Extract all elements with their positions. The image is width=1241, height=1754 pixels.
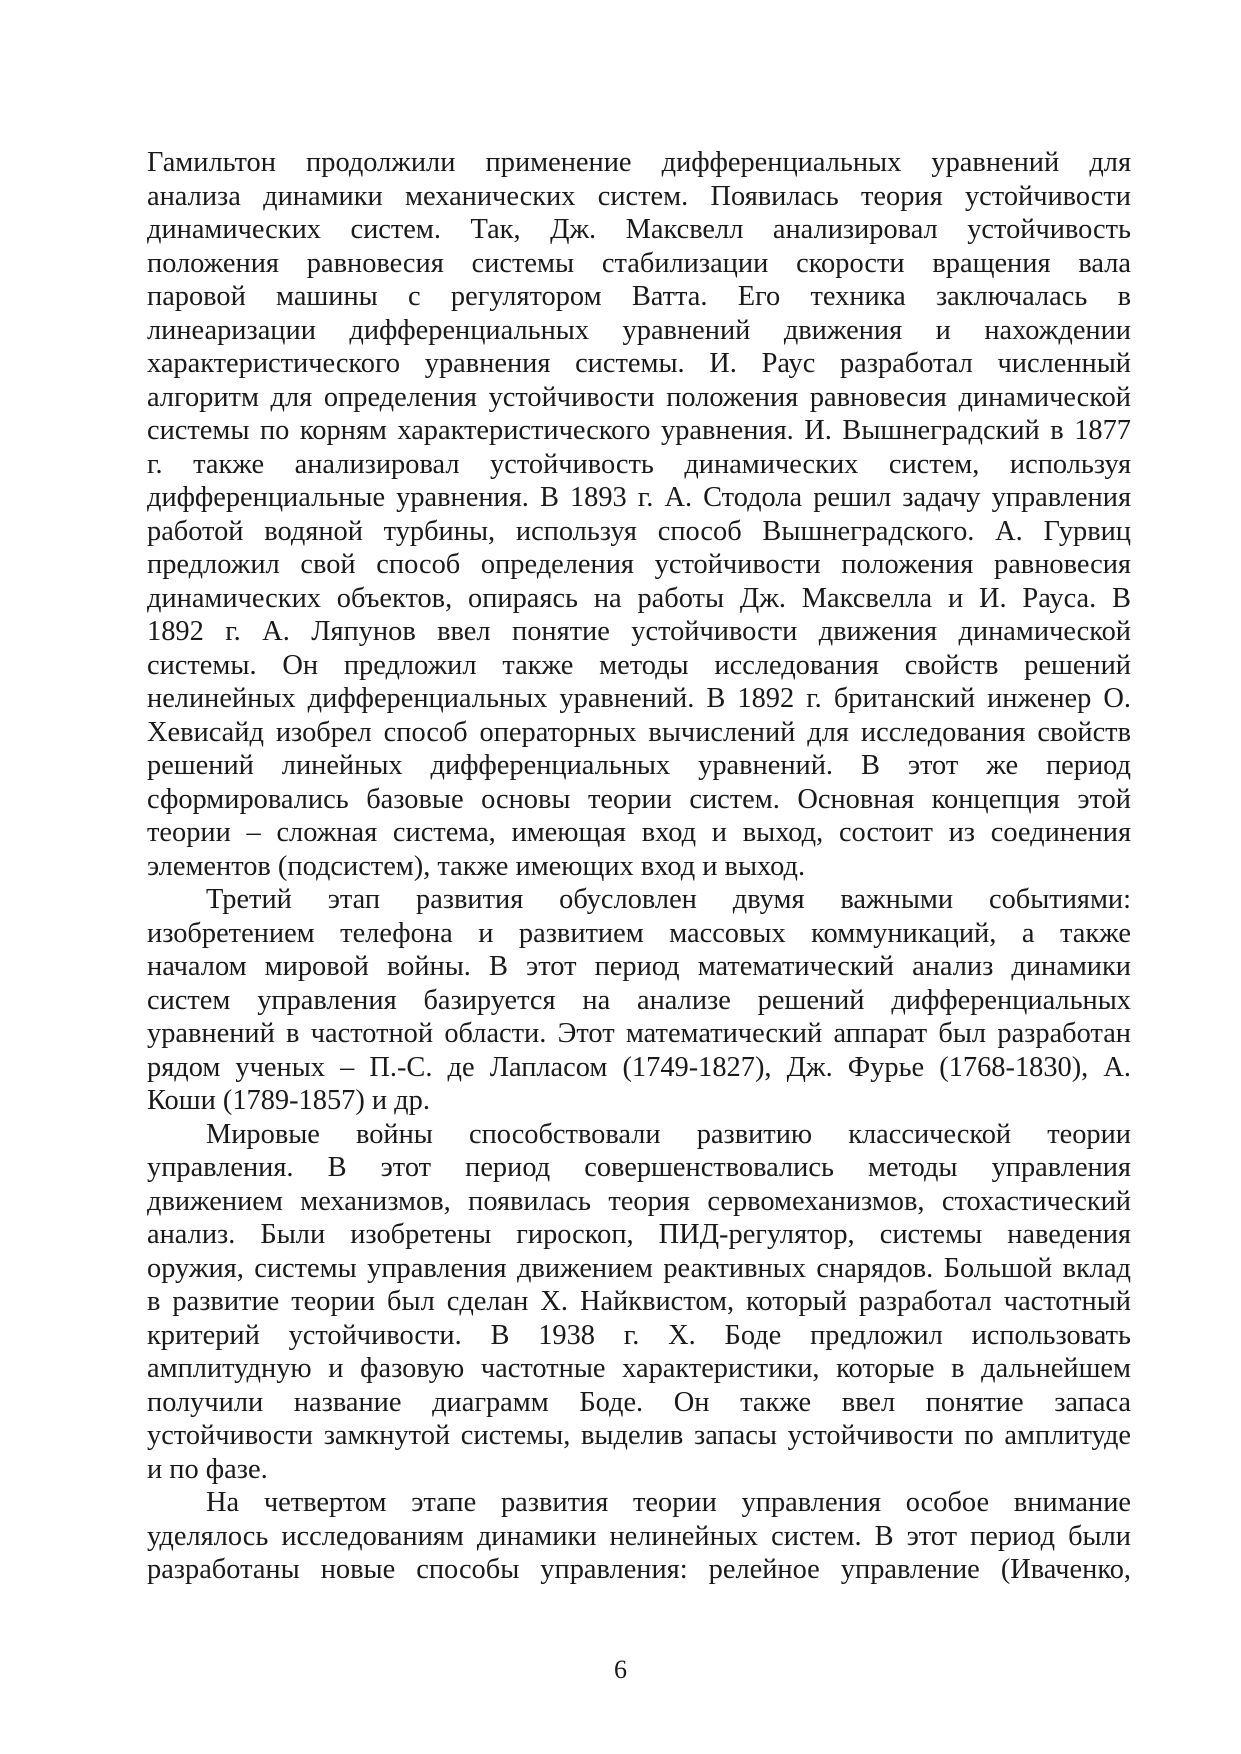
paragraph xyxy=(147,883,1131,1118)
text-line: Коши (1789-1857) и др. xyxy=(147,1085,430,1116)
page-number: 6 xyxy=(614,1655,627,1684)
text-line: На четвертом этапе развития теории управления особое внимание xyxy=(206,1487,1131,1518)
text-line: Третий этап развития обусловлен двумя важными событиями: xyxy=(206,884,1131,915)
text-line: сформировались базовые основы теории систем. Основная концепция этой xyxy=(147,783,1131,815)
text-line: и по фазе. xyxy=(147,1453,268,1485)
text-line: системы по корням характеристического уравнения. И. Вышнеградский в 1877 xyxy=(147,415,1131,446)
text-line: движением механизмов, появилась теория сервомеханизмов, стохастический xyxy=(147,1185,1131,1217)
text-line: разработаны новые способы управления: релейное управление (Иваченко, xyxy=(147,1554,1131,1585)
text-line: критерий устойчивости. В 1938 г. Х. Боде предложил использовать xyxy=(147,1319,1131,1351)
text-line: уделялось исследованиям динамики нелинейных систем. В этот период были xyxy=(147,1520,1131,1552)
text-line: началом мировой войны. В этот период математический анализ динамики xyxy=(147,951,1131,982)
text-line: дифференциальные уравнения. В 1893 г. А. Стодола решил задачу управления xyxy=(147,482,1131,513)
text-line: паровой машины с регулятором Ватта. Его техника заключалась в xyxy=(147,281,1131,312)
text-line: 1892 г. А. Ляпунов ввел понятие устойчивости движения динамической xyxy=(147,616,1131,647)
text-line: положения равновесия системы стабилизации скорости вращения вала xyxy=(147,247,1131,279)
text-line: г. также анализировал устойчивость динамических систем, используя xyxy=(147,448,1131,480)
text-line: систем управления базируется на анализе решений дифференциальных xyxy=(147,984,1131,1016)
text-line: предложил свой способ определения устойчивости положения равновесия xyxy=(147,549,1131,580)
text-line: элементов (подсистем), также имеющих вход и выход. xyxy=(147,850,806,882)
text-line: Хевисайд изобрел способ операторных вычислений для исследования свойств xyxy=(147,716,1131,748)
text-line: динамических объектов, опираясь на работы Дж. Максвелла и И. Рауса. В xyxy=(147,582,1131,614)
text-line: рядом ученых – П.-С. де Лапласом (1749-1827), Дж. Фурье (1768-1830), А. xyxy=(147,1051,1131,1083)
paragraph xyxy=(147,1486,1131,1587)
text-line: анализа динамики механических систем. Появилась теория устойчивости xyxy=(147,180,1131,212)
text-line: устойчивости замкнутой системы, выделив запасы устойчивости по амплитуде xyxy=(147,1420,1131,1451)
text-line: Гамильтон продолжили применение дифференциальных уравнений для xyxy=(147,147,1131,178)
text-line: в развитие теории был сделан Х. Найквистом, который разработал частотный xyxy=(147,1286,1131,1317)
text-line: получили название диаграмм Боде. Он также ввел понятие запаса xyxy=(147,1386,1131,1418)
paragraph xyxy=(147,146,1131,883)
text-line: уравнений в частотной области. Этот математический аппарат был разработан xyxy=(147,1018,1131,1049)
text-line: изобретением телефона и развитием массовых коммуникаций, а также xyxy=(147,917,1131,949)
text-line: динамических систем. Так, Дж. Максвелл анализировал устойчивость xyxy=(147,214,1131,245)
text-line: управления. В этот период совершенствовались методы управления xyxy=(147,1152,1131,1183)
text-line: характеристического уравнения системы. И. Раус разработал численный xyxy=(147,348,1131,379)
text-line: нелинейных дифференциальных уравнений. В 1892 г. британский инженер О. xyxy=(147,683,1131,714)
text-line: системы. Он предложил также методы исследования свойств решений xyxy=(147,649,1131,681)
body-text xyxy=(147,146,1131,1587)
text-line: теории – сложная система, имеющая вход и выход, состоит из соединения xyxy=(147,817,1131,848)
text-line: Мировые войны способствовали развитию классической теории xyxy=(206,1118,1131,1150)
text-line: решений линейных дифференциальных уравнений. В этот же период xyxy=(147,750,1131,781)
text-line: анализ. Были изобретены гироскоп, ПИД-регулятор, системы наведения xyxy=(147,1219,1131,1250)
text-line: алгоритм для определения устойчивости положения равновесия динамической xyxy=(147,381,1131,413)
text-line: работой водяной турбины, используя способ Вышнеградского. А. Гурвиц xyxy=(147,515,1131,547)
text-line: амплитудную и фазовую частотные характеристики, которые в дальнейшем xyxy=(147,1353,1131,1384)
paragraph xyxy=(147,1118,1131,1487)
text-line: линеаризации дифференциальных уравнений движения и нахождении xyxy=(147,314,1131,346)
text-line: оружия, системы управления движением реактивных снарядов. Большой вклад xyxy=(147,1252,1131,1284)
